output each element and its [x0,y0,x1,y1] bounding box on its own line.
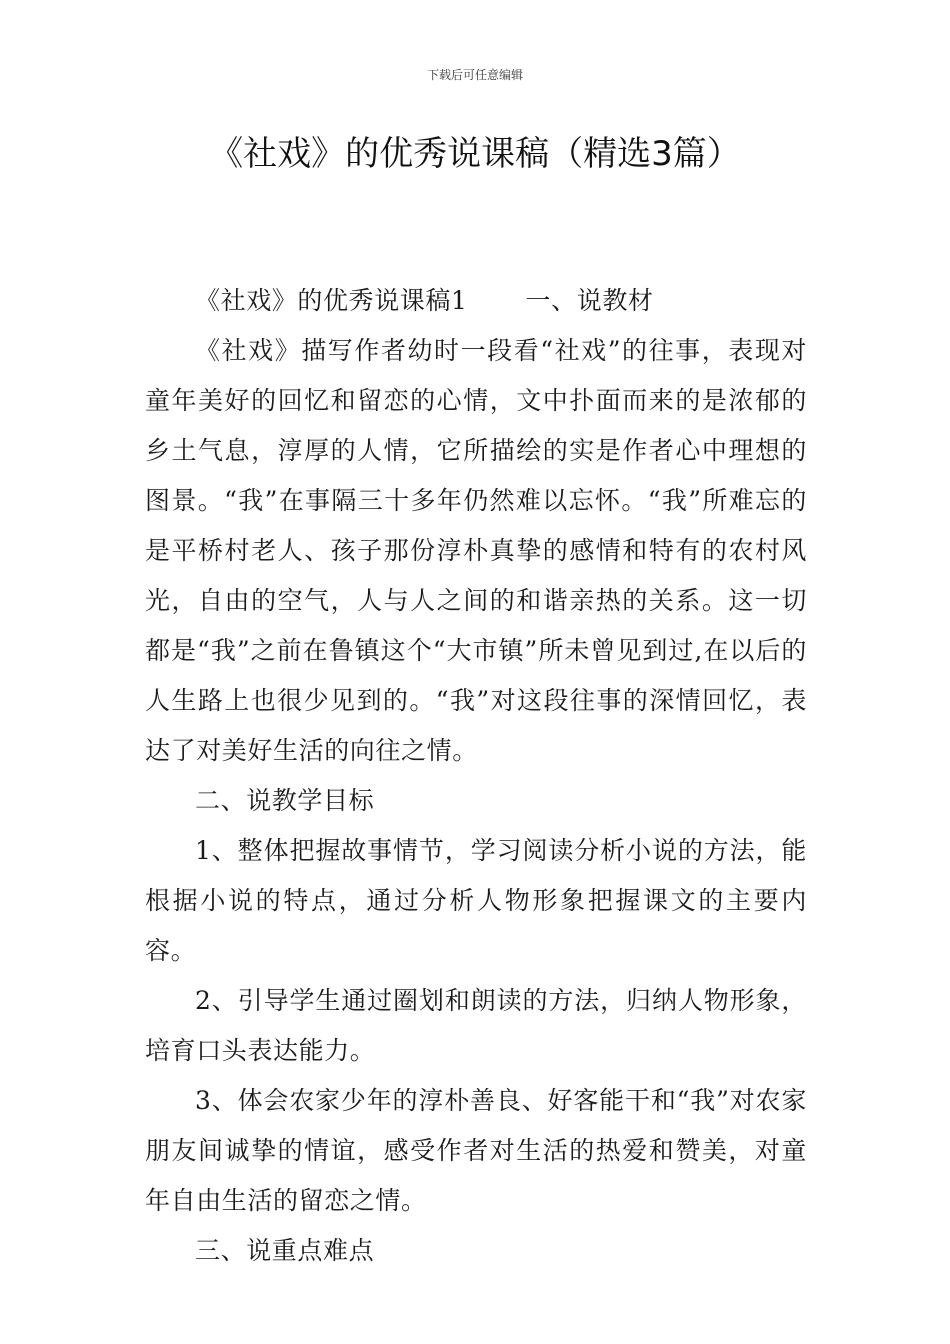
header-note: 下载后可任意编辑 [426,68,523,82]
objective-item-1: 1、整体把握故事情节，学习阅读分析小说的方法，能根据小说的特点，通过分析人物形象把握课文的主要内容。 [145,836,807,965]
document-body [145,276,807,1276]
section-heading-key-points: 三、说重点难点 [195,1236,375,1265]
intro-line [145,276,807,326]
objective-item-2: 2、引导学生通过圈划和朗读的方法，归纳人物形象，培育口头表达能力。 [145,986,807,1065]
objective-item-3: 3、体会农家少年的淳朴善良、好客能干和“我”对农家朋友间诚挚的情谊，感受作者对生活的热爱和赞美，对童年自由生活的留恋之情。 [145,1086,807,1215]
part-title: 《社戏》的优秀说课稿1 [195,286,468,315]
section-heading-objectives: 二、说教学目标 [195,786,375,815]
document-title: 《社戏》的优秀说课稿（精选3篇） [209,134,741,174]
paragraph-textbook-analysis: 《社戏》描写作者幼时一段看“社戏”的往事，表现对童年美好的回忆和留恋的心情，文中扑面而来的是浓郁的乡土气息，淳厚的人情，它所描绘的实是作者心中理想的图景。“我”在事隔三十多年仍然难以忘怀。“我”所难忘的是平桥村老人、孩子那份淳朴真挚的感情和特有的农村风光，自由的空气，人与人之间的和谐亲热的关系。这一切都是“我”之前在鲁镇这个“大市镇”所未曾见到过,在以后的人生路上也很少见到的。“我”对这段往事的深情回忆，表达了对美好生活的向往之情。 [145,336,807,765]
section-heading-textbook: 一、说教材 [525,286,654,315]
